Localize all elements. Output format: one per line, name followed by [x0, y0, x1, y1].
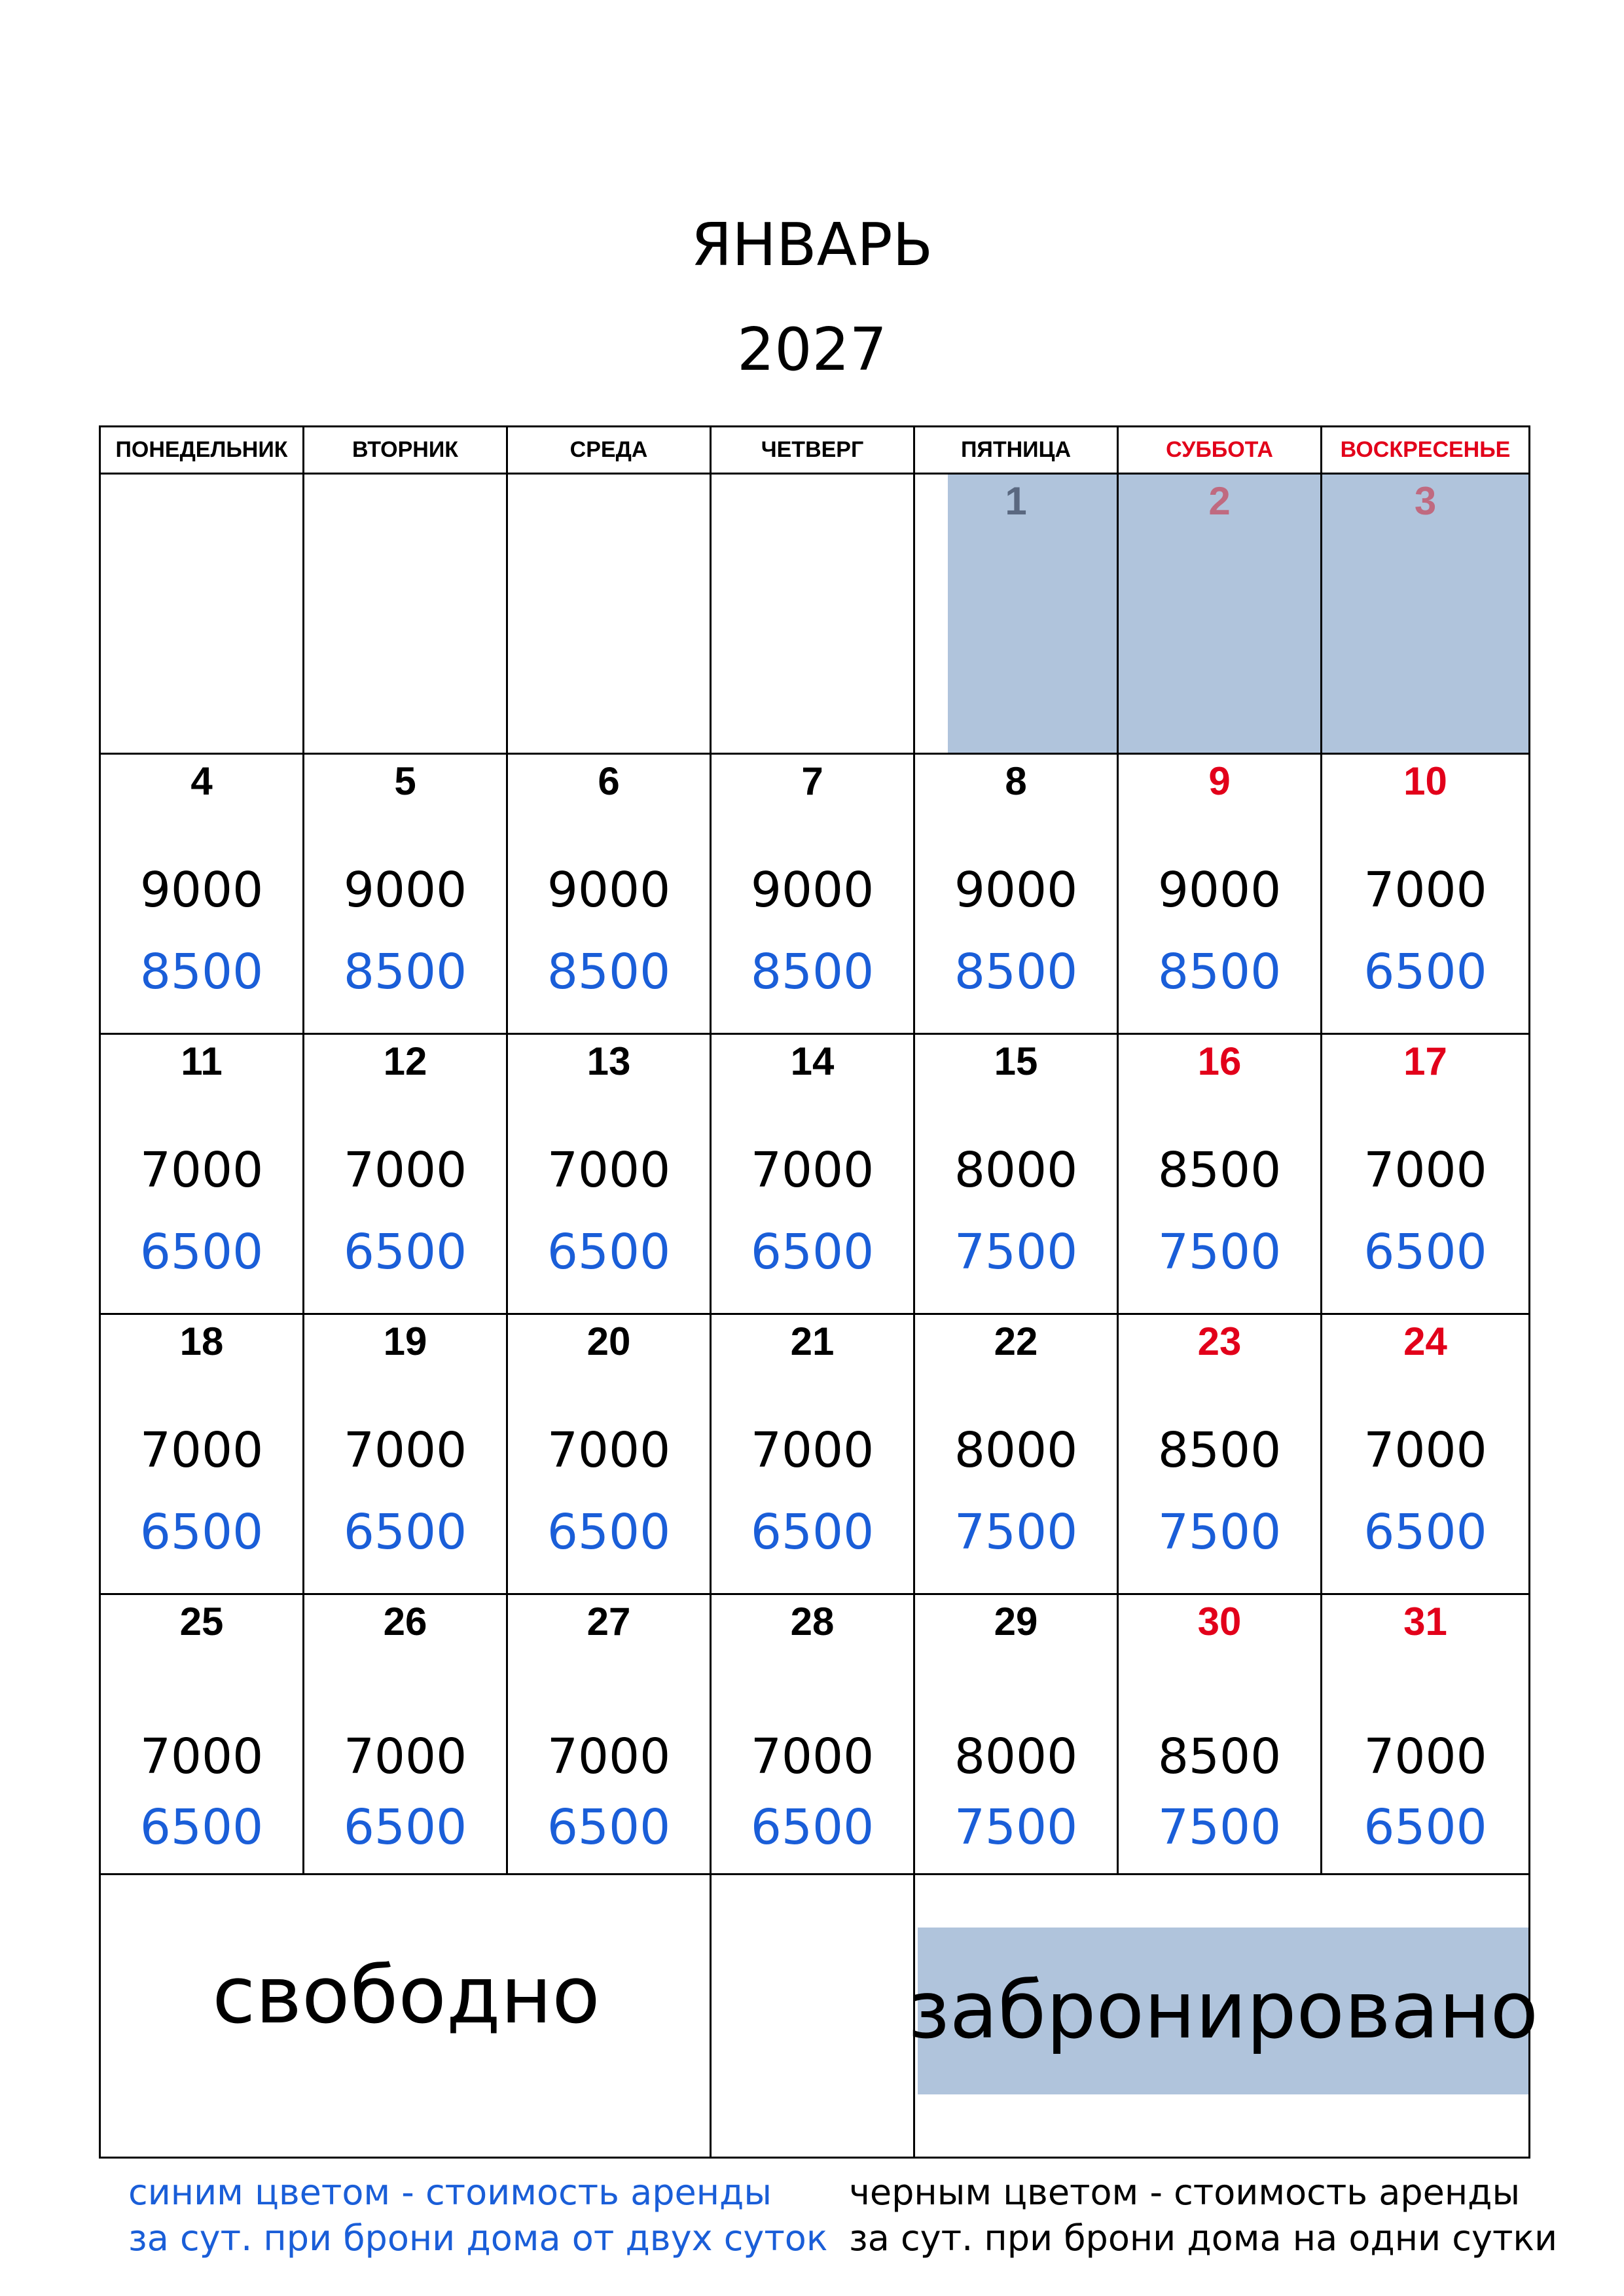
price-two-days: 8500 [343, 944, 467, 1000]
price-two-days: 6500 [343, 1224, 467, 1280]
day-number: 30 [1197, 1600, 1242, 1643]
day-number: 23 [1197, 1319, 1242, 1363]
price-two-days: 7500 [954, 1799, 1078, 1856]
price-two-days: 6500 [1363, 1224, 1487, 1280]
price-two-days: 7500 [1157, 1504, 1282, 1560]
price-two-days: 6500 [750, 1504, 875, 1560]
day-number: 7 [801, 759, 823, 803]
legend-note-one-day [849, 2170, 1557, 2261]
calendar-day-21[interactable] [712, 1315, 915, 1595]
calendar-day-1[interactable] [915, 475, 1119, 755]
day-number: 28 [790, 1600, 835, 1643]
calendar-day-23[interactable] [1119, 1315, 1322, 1595]
day-number: 1 [1005, 479, 1027, 523]
note-line: черным цветом - стоимость аренды [849, 2172, 1521, 2213]
price-two-days: 6500 [750, 1799, 875, 1856]
price-one-day: 7000 [750, 1422, 875, 1479]
legend-note-two-days [128, 2170, 827, 2261]
price-one-day: 7000 [1363, 1142, 1487, 1198]
price-two-days: 7500 [1157, 1224, 1282, 1280]
legend-booked-cell [907, 1875, 1539, 2159]
price-two-days: 6500 [1363, 1504, 1487, 1560]
calendar-day-18[interactable] [101, 1315, 304, 1595]
price-one-day: 7000 [139, 1729, 264, 1785]
day-number: 6 [598, 759, 620, 803]
price-two-days: 8500 [547, 944, 671, 1000]
price-one-day: 7000 [547, 1142, 671, 1198]
day-number: 17 [1403, 1039, 1447, 1083]
year-title: 2027 [736, 315, 888, 384]
price-two-days: 6500 [1363, 944, 1487, 1000]
day-number: 15 [994, 1039, 1038, 1083]
calendar-day-7[interactable] [712, 755, 915, 1035]
price-two-days: 7500 [954, 1504, 1078, 1560]
price-one-day: 7000 [750, 1729, 875, 1785]
calendar-day-9[interactable] [1119, 755, 1322, 1035]
calendar-day-29[interactable] [915, 1595, 1119, 1875]
price-one-day: 9000 [547, 862, 671, 918]
price-one-day: 7000 [139, 1142, 264, 1198]
calendar-day-31[interactable] [1322, 1595, 1530, 1875]
price-one-day: 7000 [139, 1422, 264, 1479]
price-one-day: 7000 [1363, 1729, 1487, 1785]
price-one-day: 8500 [1157, 1422, 1282, 1479]
note-line: за сут. при брони дома на одни сутки [849, 2217, 1558, 2259]
day-number: 29 [994, 1600, 1038, 1643]
calendar-day-19[interactable] [304, 1315, 508, 1595]
price-one-day: 9000 [343, 862, 467, 918]
calendar-day-3[interactable] [1322, 475, 1530, 755]
price-two-days: 8500 [750, 944, 875, 1000]
price-two-days: 6500 [139, 1224, 264, 1280]
price-one-day: 8000 [954, 1729, 1078, 1785]
calendar-day-5[interactable] [304, 755, 508, 1035]
day-number: 27 [586, 1600, 631, 1643]
price-one-day: 7000 [343, 1142, 467, 1198]
price-one-day: 7000 [1363, 862, 1487, 918]
calendar-day-20[interactable] [508, 1315, 712, 1595]
day-number: 31 [1403, 1600, 1447, 1643]
price-two-days: 6500 [1363, 1799, 1487, 1856]
price-two-days: 6500 [343, 1799, 467, 1856]
price-one-day: 7000 [547, 1729, 671, 1785]
calendar-day-10[interactable] [1322, 755, 1530, 1035]
calendar-day-12[interactable] [304, 1035, 508, 1315]
calendar-day-11[interactable] [101, 1035, 304, 1315]
legend-free-cell [101, 1875, 712, 2159]
day-number: 13 [586, 1039, 631, 1083]
calendar-day-22[interactable] [915, 1315, 1119, 1595]
calendar-day-17[interactable] [1322, 1035, 1530, 1315]
legend-free-label: свободно [212, 1950, 600, 2041]
day-number: 22 [994, 1319, 1038, 1363]
calendar-day-26[interactable] [304, 1595, 508, 1875]
day-number: 25 [179, 1600, 224, 1643]
day-number: 12 [383, 1039, 427, 1083]
weekday-header: СУББОТА [1119, 427, 1322, 475]
price-two-days: 8500 [954, 944, 1078, 1000]
day-number: 26 [383, 1600, 427, 1643]
day-number: 8 [1005, 759, 1027, 803]
month-title: ЯНВАРЬ [691, 211, 933, 279]
calendar-day-8[interactable] [915, 755, 1119, 1035]
price-one-day: 8500 [1157, 1142, 1282, 1198]
day-number: 10 [1403, 759, 1447, 803]
legend-booked-label: забронировано [918, 1928, 1528, 2094]
calendar-day-15[interactable] [915, 1035, 1119, 1315]
legend-spacer-cell [712, 1875, 915, 2159]
weekday-header: ВОСКРЕСЕНЬЕ [1322, 427, 1530, 475]
day-number: 19 [383, 1319, 427, 1363]
price-one-day: 7000 [1363, 1422, 1487, 1479]
price-one-day: 7000 [547, 1422, 671, 1479]
price-two-days: 6500 [547, 1799, 671, 1856]
note-line: за сут. при брони дома от двух суток [128, 2217, 828, 2259]
price-one-day: 7000 [343, 1729, 467, 1785]
price-one-day: 8000 [954, 1142, 1078, 1198]
price-two-days: 7500 [1157, 1799, 1282, 1856]
calendar-grid [99, 425, 1539, 2159]
price-one-day: 9000 [954, 862, 1078, 918]
weekday-header: СРЕДА [508, 427, 712, 475]
price-two-days: 6500 [750, 1224, 875, 1280]
day-number: 24 [1403, 1319, 1447, 1363]
price-two-days: 8500 [139, 944, 264, 1000]
day-number: 5 [394, 759, 416, 803]
day-number: 16 [1197, 1039, 1242, 1083]
price-one-day: 7000 [750, 1142, 875, 1198]
price-two-days: 8500 [1157, 944, 1282, 1000]
day-number: 3 [1414, 479, 1437, 523]
price-one-day: 9000 [1157, 862, 1282, 918]
day-number: 21 [790, 1319, 835, 1363]
calendar-cell-empty [508, 475, 712, 755]
price-one-day: 8500 [1157, 1729, 1282, 1785]
calendar-day-28[interactable] [712, 1595, 915, 1875]
price-two-days: 6500 [139, 1504, 264, 1560]
price-two-days: 6500 [343, 1504, 467, 1560]
day-number: 20 [586, 1319, 631, 1363]
calendar-day-6[interactable] [508, 755, 712, 1035]
price-one-day: 9000 [750, 862, 875, 918]
calendar-day-27[interactable] [508, 1595, 712, 1875]
calendar-cell-empty [304, 475, 508, 755]
calendar-day-4[interactable] [101, 755, 304, 1035]
calendar-cell-empty [712, 475, 915, 755]
weekday-header: ПОНЕДЕЛЬНИК [101, 427, 304, 475]
day-number: 14 [790, 1039, 835, 1083]
weekday-header: ПЯТНИЦА [915, 427, 1119, 475]
weekday-header: ВТОРНИК [304, 427, 508, 475]
calendar-day-13[interactable] [508, 1035, 712, 1315]
weekday-header: ЧЕТВЕРГ [712, 427, 915, 475]
calendar-day-16[interactable] [1119, 1035, 1322, 1315]
day-number: 11 [181, 1039, 223, 1083]
note-line: синим цветом - стоимость аренды [128, 2172, 772, 2213]
price-two-days: 6500 [547, 1224, 671, 1280]
calendar-day-14[interactable] [712, 1035, 915, 1315]
day-number: 18 [179, 1319, 224, 1363]
price-two-days: 7500 [954, 1224, 1078, 1280]
day-number: 4 [190, 759, 213, 803]
price-one-day: 9000 [139, 862, 264, 918]
price-two-days: 6500 [139, 1799, 264, 1856]
price-one-day: 7000 [343, 1422, 467, 1479]
price-two-days: 6500 [547, 1504, 671, 1560]
calendar-day-2[interactable] [1119, 475, 1322, 755]
day-number: 2 [1208, 479, 1231, 523]
price-one-day: 8000 [954, 1422, 1078, 1479]
calendar-day-24[interactable] [1322, 1315, 1530, 1595]
calendar-cell-empty [101, 475, 304, 755]
day-number: 9 [1208, 759, 1231, 803]
calendar-day-25[interactable] [101, 1595, 304, 1875]
calendar-day-30[interactable] [1119, 1595, 1322, 1875]
